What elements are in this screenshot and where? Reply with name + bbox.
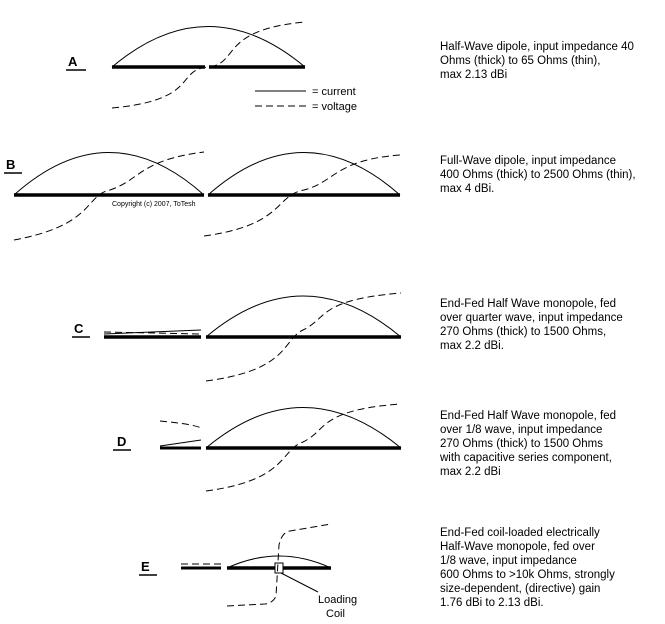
section-a-label: A (68, 54, 78, 69)
legend-voltage-label: = voltage (312, 101, 357, 113)
current-curve (206, 296, 401, 337)
description-c: End-Fed Half Wave monopole, fed over quarter wave, input impedance 270 Ohms (thick) to 1500 Ohms, max 2.2 dBi. (440, 298, 623, 352)
description-d: End-Fed Half Wave monopole, fed over 1/8 wave, input impedance 270 Ohms (thick) to 1500 Ohms with capacitive series component, max 2.2 dBi (440, 410, 616, 478)
coil-label-line2: Coil (326, 608, 345, 620)
loading-coil (275, 563, 283, 573)
description-a: Half-Wave dipole, input impedance 40 Ohms (thick) to 65 Ohms (thin), max 2.13 dBi (440, 41, 634, 81)
voltage-curve (112, 22, 305, 108)
copyright-text: Copyright (c) 2007, ToTesh (112, 201, 196, 208)
section-d-label: D (117, 434, 127, 449)
legend-current-label: = current (312, 86, 356, 98)
legend (255, 86, 357, 113)
current-curve (112, 27, 305, 68)
section-e-label: E (141, 559, 150, 574)
section-e (139, 524, 357, 620)
description-b: Full-Wave dipole, input impedance 400 Ohms (thick) to 2500 Ohms (thin), max 4 dBi. (440, 155, 636, 195)
section-c (72, 293, 401, 381)
section-a (66, 22, 305, 108)
section-b-label: B (6, 157, 16, 172)
section-b (4, 152, 400, 240)
feed-current-line (160, 440, 201, 446)
coil-pointer-line (281, 573, 318, 592)
feed-voltage-line (160, 421, 201, 428)
section-c-label: C (74, 321, 84, 336)
section-d (113, 404, 401, 491)
current-curve-left (14, 153, 204, 196)
coil-label-line1: Loading (318, 594, 358, 606)
description-e: End-Fed coil-loaded electrically Half-Wave monopole, fed over 1/8 wave, input impedance 600 Ohms to >10k Ohms, strongly size-dependent, (directive) gain 1.76 dBi to 2.13 dBi. (440, 527, 615, 609)
